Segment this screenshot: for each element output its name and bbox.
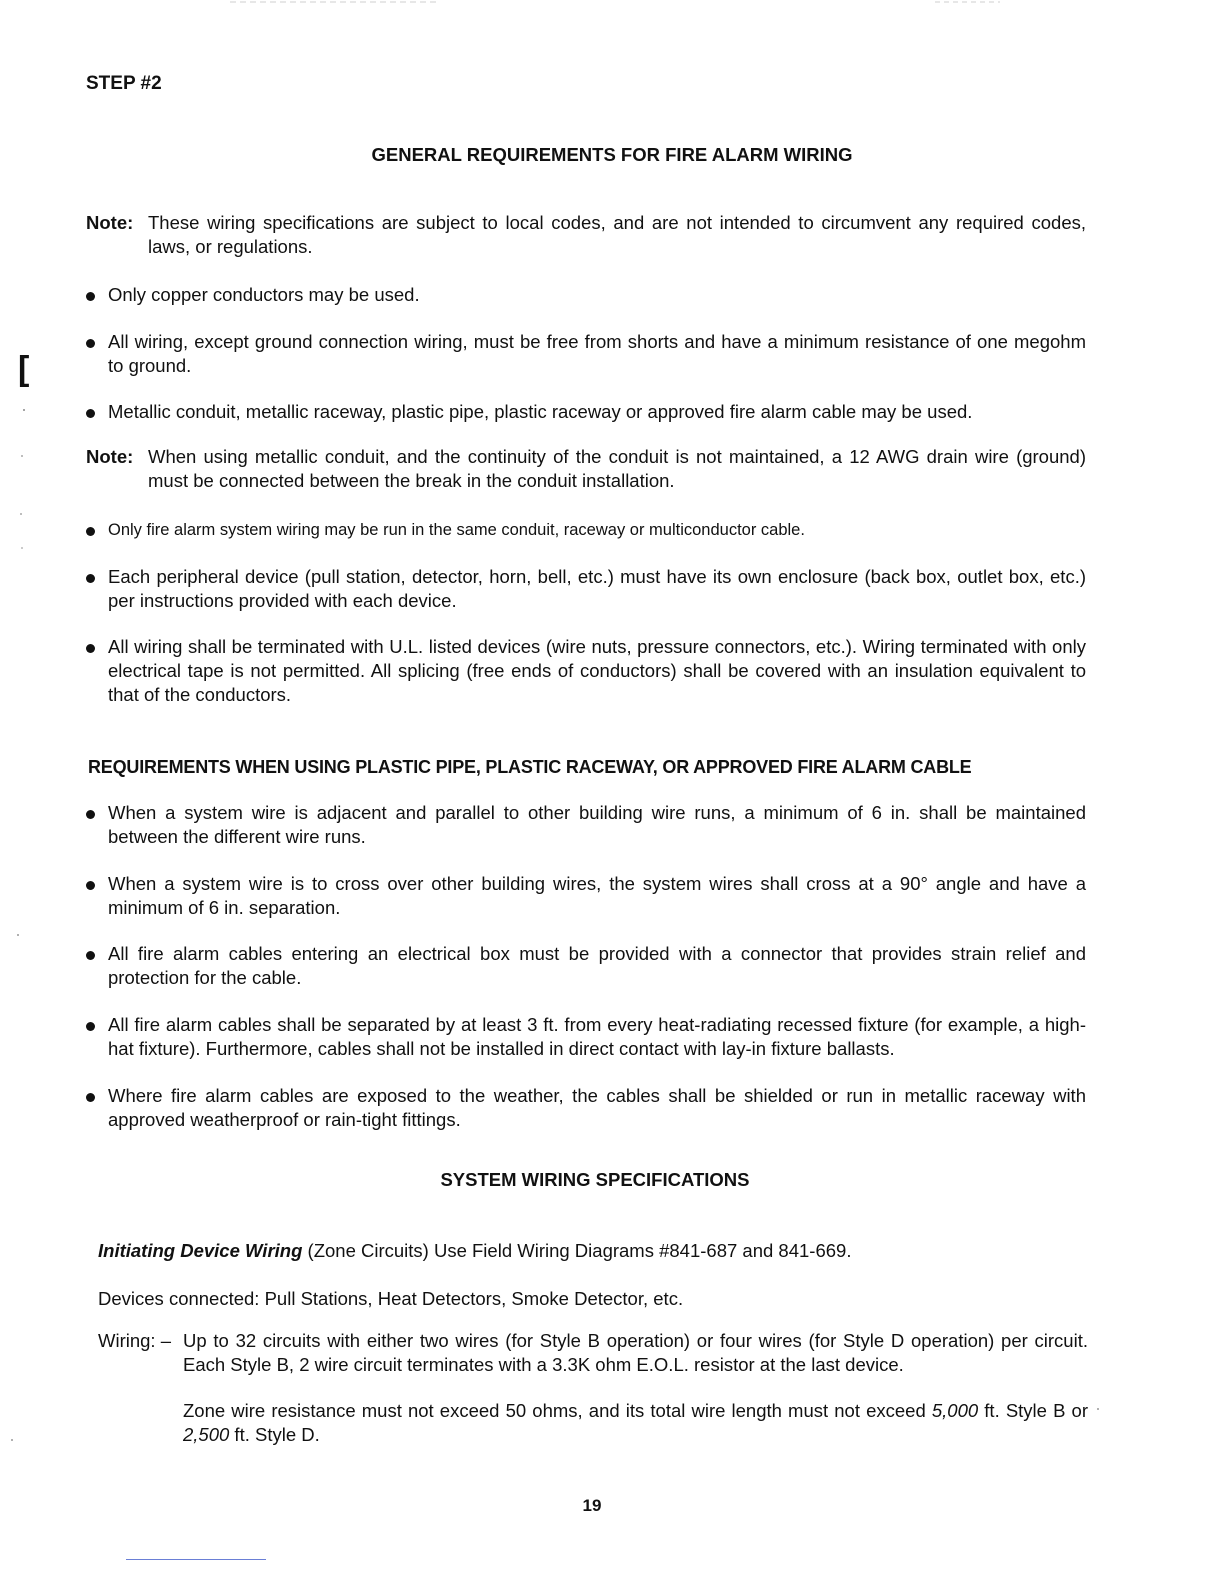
wiring-label: Wiring: – (98, 1330, 171, 1351)
bullet-icon (86, 644, 95, 653)
note-label: Note: (86, 212, 134, 233)
list-item (86, 400, 1086, 424)
section-heading-general: GENERAL REQUIREMENTS FOR FIRE ALARM WIRING (371, 144, 853, 165)
list-item (86, 283, 1086, 307)
bullet-icon (86, 810, 95, 819)
bullet-icon (86, 292, 95, 301)
list-item-text: When a system wire is to cross over other building wires, the system wires shall cross at a 90° angle and have a minimum of 6 in. separation. (108, 873, 1086, 918)
list-item-text: Each peripheral device (pull station, detector, horn, bell, etc.) must have its own enclosure (back box, outlet box, etc.) per instructions provided with each device. (108, 566, 1086, 611)
wiring-text: Up to 32 circuits with either two wires (for Style B operation) or four wires (for Style D operation) per circuit. Each Style B, 2 wire circuit terminates with a 3.3K ohm E.O.L. resistor at the last device. (183, 1330, 1088, 1375)
list-item-text: Only fire alarm system wiring may be run in the same conduit, raceway or multiconductor cable. (108, 521, 805, 539)
page-number: 19 (582, 1496, 602, 1515)
note-label: Note: (86, 446, 134, 467)
list-item (86, 801, 1086, 849)
list-item-text: Where fire alarm cables are exposed to the weather, the cables shall be shielded or run in metallic raceway with approved weatherproof or rain-tight fittings. (108, 1085, 1086, 1130)
list-item-text: Only copper conductors may be used. (108, 284, 420, 305)
note-text: These wiring specifications are subject to local codes, and are not intended to circumvent any required codes, laws, or regulations. (148, 212, 1086, 257)
devices-connected: Devices connected: Pull Stations, Heat Detectors, Smoke Detector, etc. (98, 1288, 684, 1309)
footer-rule (126, 1559, 266, 1560)
initiating-device-wiring (98, 1239, 1088, 1263)
note-local-codes (86, 211, 1086, 259)
list-item (86, 1084, 1086, 1132)
bullet-icon (86, 951, 95, 960)
list-item (86, 635, 1086, 707)
zone-resistance-text (183, 1399, 1088, 1447)
zone-text-post: ft. Style D. (229, 1424, 320, 1445)
note-drain-wire (86, 445, 1086, 493)
list-item-text: All wiring, except ground connection wiring, must be free from shorts and have a minimum resistance of one megohm to ground. (108, 331, 1086, 376)
zone-text-mid: ft. Style B or (978, 1400, 1088, 1421)
bullet-icon (86, 339, 95, 348)
list-item-text: All fire alarm cables entering an electrical box must be provided with a connector that provides strain relief and protection for the cable. (108, 943, 1086, 988)
step-label: STEP #2 (86, 73, 162, 94)
bullet-icon (86, 1093, 95, 1102)
bullet-icon (86, 527, 95, 536)
section-heading-plastic: REQUIREMENTS WHEN USING PLASTIC PIPE, PLASTIC RACEWAY, OR APPROVED FIRE ALARM CABLE (88, 757, 972, 777)
list-item (86, 872, 1086, 920)
initiating-device-wiring-text: (Zone Circuits) Use Field Wiring Diagrams #841-687 and 841-669. (307, 1240, 852, 1261)
bullet-icon (86, 574, 95, 583)
list-item (86, 518, 1086, 542)
bullet-icon (86, 409, 95, 418)
list-item-text: When a system wire is adjacent and parallel to other building wire runs, a minimum of 6 in. shall be maintained between the different wire runs. (108, 802, 1086, 847)
note-text: When using metallic conduit, and the continuity of the conduit is not maintained, a 12 AWG drain wire (ground) must be connected between the break in the conduit installation. (148, 446, 1086, 491)
zone-text-pre: Zone wire resistance must not exceed 50 ohms, and its total wire length must not exceed (183, 1400, 932, 1421)
list-item-text: All wiring shall be terminated with U.L. listed devices (wire nuts, pressure connectors, etc.). Wiring terminated with only electrical tape is not permitted. All splicing (free ends of conductors) shall be covered with an insulation equivalent to that of the conductors. (108, 636, 1086, 705)
list-item (86, 565, 1086, 613)
list-item (86, 1013, 1086, 1061)
bullet-icon (86, 1022, 95, 1031)
section-heading-system: SYSTEM WIRING SPECIFICATIONS (440, 1169, 750, 1190)
list-item-text: All fire alarm cables shall be separated by at least 3 ft. from every heat-radiating recessed fixture (for example, a high-hat fixture). Furthermore, cables shall not be installed in direct contact with lay-in fixture ballasts. (108, 1014, 1086, 1059)
initiating-device-wiring-label: Initiating Device Wiring (98, 1240, 303, 1261)
list-item (86, 942, 1086, 990)
list-item-text: Metallic conduit, metallic raceway, plastic pipe, plastic raceway or approved fire alarm cable may be used. (108, 401, 973, 422)
zone-length-style-b: 5,000 (931, 1400, 979, 1421)
bullet-icon (86, 881, 95, 890)
zone-length-style-d: 2,500 (183, 1424, 230, 1445)
list-item (86, 330, 1086, 378)
margin-mark: [ (18, 350, 30, 388)
